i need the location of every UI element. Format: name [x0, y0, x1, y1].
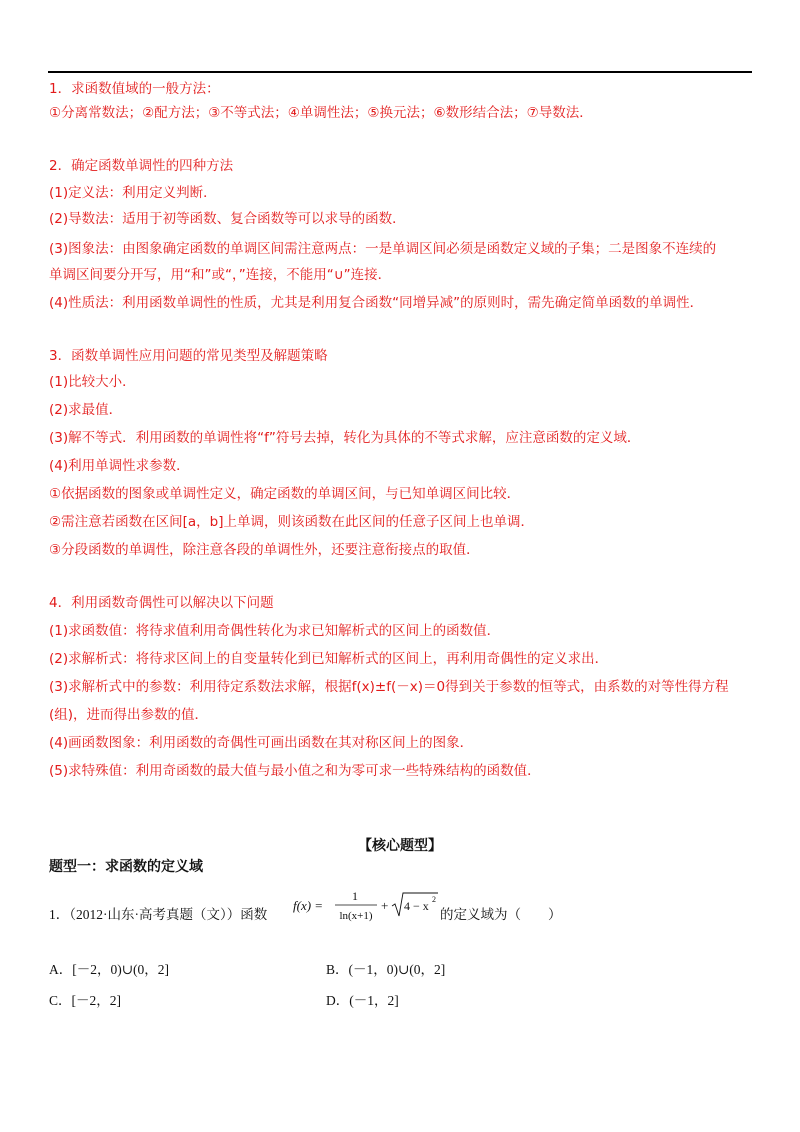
section3-line: (4)利用单调性求参数． [49, 458, 190, 474]
option-a[interactable]: A．[－2，0)∪(0，2] [49, 962, 170, 977]
option-b[interactable]: B．(－1，0)∪(0，2] [326, 962, 446, 977]
section3-line: ①依据函数的图象或单调性定义，确定函数的单调区间，与已知单调区间比较． [49, 486, 521, 502]
section1-title: 1．求函数值域的一般方法： [49, 81, 220, 97]
question1-suffix: 的定义域为（ ） [440, 907, 562, 922]
section2-line: (1)定义法：利用定义判断． [49, 185, 217, 201]
formula-plus: + [381, 898, 389, 913]
section3-line: (1)比较大小． [49, 374, 136, 390]
formula-numerator: 1 [352, 889, 358, 903]
section2-line: (2)导数法：适用于初等函数、复合函数等可以求导的函数． [49, 211, 406, 227]
section2-title: 2．确定函数单调性的四种方法 [49, 158, 234, 174]
question1-prefix: 1．（2012·山东·高考真题（文））函数 [49, 907, 268, 922]
section4-title: 4．利用函数奇偶性可以解决以下问题 [49, 595, 274, 611]
section4-line: (1)求函数值：将待求值利用奇偶性转化为求已知解析式的区间上的函数值． [49, 623, 501, 639]
section3-line: (3)解不等式．利用函数的单调性将“f”符号去掉，转化为具体的不等式求解，应注意函数的定义域． [49, 430, 641, 446]
section4-line: (组)，进而得出参数的值． [49, 707, 209, 723]
core-section-title: 【核心题型】 [358, 838, 442, 854]
type1-title: 题型一：求函数的定义域 [49, 859, 203, 875]
section3-title: 3．函数单调性应用问题的常见类型及解题策略 [49, 348, 328, 364]
section3-line: ③分段函数的单调性，除注意各段的单调性外，还要注意衔接点的取值． [49, 542, 480, 558]
section4-line: (2)求解析式：将待求区间上的自变量转化到已知解析式的区间上，再利用奇偶性的定义求出． [49, 651, 609, 667]
section3-line: (2)求最值． [49, 402, 123, 418]
section2-line: (4)性质法：利用函数单调性的性质，尤其是利用复合函数“同增异减”的原则时，需先确定简单函数的单调性． [49, 295, 704, 311]
section2-line: (3)图象法：由图象确定函数的单调区间需注意两点：一是单调区间必须是函数定义域的子集；二是图象不连续的 [49, 241, 717, 257]
header-rule [48, 71, 752, 73]
option-c[interactable]: C．[－2，2] [49, 993, 121, 1008]
section4-line: (5)求特殊值：利用奇函数的最大值与最小值之和为零可求一些特殊结构的函数值． [49, 763, 541, 779]
formula-denominator: ln(x+1) [339, 910, 373, 922]
section4-line: (3)求解析式中的参数：利用待定系数法求解，根据f(x)±f(－x)＝0得到关于参数的恒等式，由系数的对等性得方程 [49, 679, 729, 695]
section1-line: ①分离常数法；②配方法；③不等式法；④单调性法；⑤换元法；⑥数形结合法；⑦导数法． [49, 105, 593, 121]
option-d[interactable]: D．(－1，2] [326, 993, 399, 1008]
section2-line: 单调区间要分开写，用“和”或“，”连接，不能用“∪”连接． [49, 267, 392, 283]
formula-lhs: f(x) = [293, 898, 324, 913]
section3-line: ②需注意若函数在区间[a，b]上单调，则该函数在此区间的任意子区间上也单调． [49, 514, 534, 530]
section4-line: (4)画函数图象：利用函数的奇偶性可画出函数在其对称区间上的图象． [49, 735, 474, 751]
formula-exponent: 2 [432, 895, 436, 904]
formula-radicand: 4 − x [404, 899, 429, 913]
question1-formula [293, 886, 443, 926]
